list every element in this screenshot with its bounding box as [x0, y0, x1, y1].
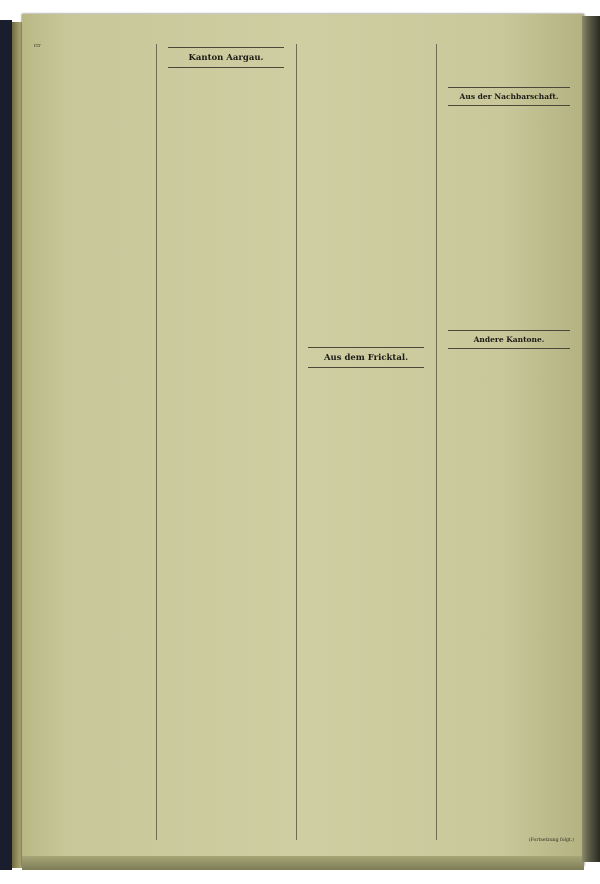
heading-rule [448, 330, 570, 331]
column-divider [436, 44, 437, 840]
heading-rule [448, 105, 570, 106]
column-divider [156, 44, 157, 840]
column-4-lower-text [440, 352, 578, 832]
heading-andere-kantone: Andere Kantone. [473, 335, 545, 344]
column-4 [440, 44, 578, 844]
heading-rule [308, 347, 424, 348]
column-1: rrr [34, 44, 41, 49]
continuation-note: (Fortsetzung folgt.) [528, 837, 574, 843]
heading-rule [168, 47, 284, 48]
heading-kanton-aargau: Kanton Aargau. [188, 53, 264, 63]
page-stack-edge-right [582, 16, 600, 862]
heading-rule [448, 348, 570, 349]
column-3-top-text [300, 44, 432, 344]
column-3 [300, 44, 432, 844]
column-2 [160, 44, 292, 844]
heading-rule [168, 67, 284, 68]
newspaper-page [22, 14, 584, 866]
column-4-top-text [440, 44, 578, 84]
column-4-middle-text [440, 109, 578, 327]
heading-rule [308, 367, 424, 368]
column-divider [296, 44, 297, 840]
page-bottom-edge [22, 856, 584, 870]
heading-aus-der-nachbarschaft: Aus der Nachbarschaft. [459, 92, 559, 101]
book-spine [0, 20, 12, 870]
heading-aus-dem-fricktal: Aus dem Fricktal. [323, 353, 409, 363]
heading-rule [448, 87, 570, 88]
